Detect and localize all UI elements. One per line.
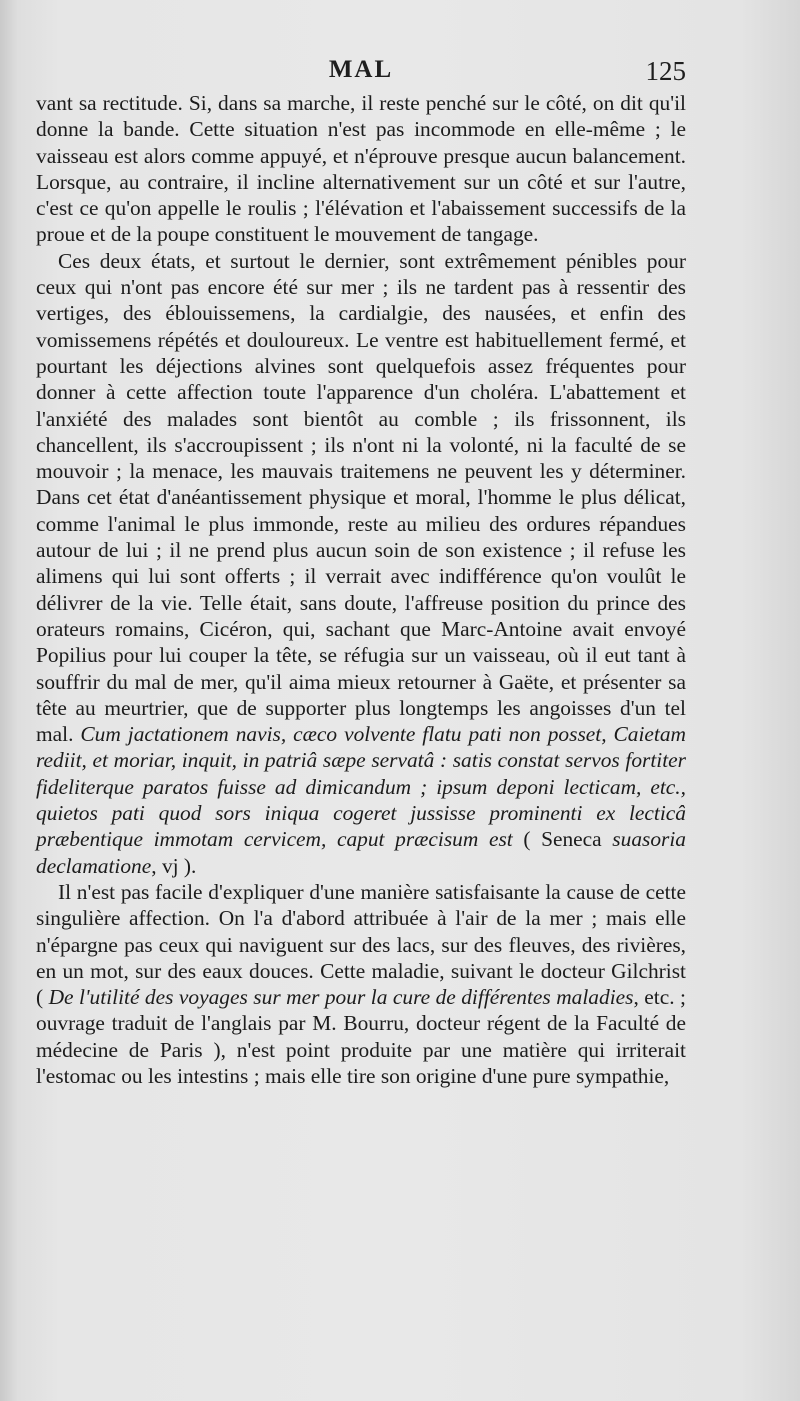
paragraph-text: , etc. ; ouvrage traduit de l'anglais par M. Bourru, docteur régent de la Faculté de médecine de Paris ), n'est point produite par une matière qui irriterait l'estomac ou les intestins ; mais elle tire son origine d'une pure sympathie,: [36, 985, 686, 1088]
paragraph-cause: [36, 879, 686, 1089]
book-title: De l'utilité des voyages sur mer pour la cure de différentes maladies: [48, 985, 634, 1010]
running-head: MAL: [328, 56, 394, 83]
paragraph-seasickness-symptoms: [36, 248, 686, 879]
citation-close: , vj ).: [151, 853, 197, 878]
citation-open: ( Seneca: [512, 827, 613, 852]
body-text: [36, 90, 686, 1089]
citation-title: suasoria declamatione: [36, 827, 686, 878]
paragraph-continuation: [36, 90, 686, 248]
page-number: 125: [645, 56, 686, 86]
paragraph-text: vant sa rectitude. Si, dans sa marche, il reste penché sur le côté, on dit qu'il donne la bande. Cette situation n'est pas incommode en elle-même ; le vaisseau est alors comme appuyé, et n'éprouve presque aucun balancement. Lorsque, au contraire, il incline alternativement sur un côté et sur l'autre, c'est ce qu'on appelle le roulis ; l'élévation et l'abaissement successifs de la proue et de la poupe constituent le mouvement de tangage.: [36, 91, 686, 247]
paragraph-text: Il n'est pas facile d'expliquer d'une manière satisfaisante la cause de cette singulière affection. On l'a d'abord attribuée à l'air de la mer ; mais elle n'épargne pas ceux qui naviguent sur des lacs, sur des fleuves, des rivières, en un mot, sur des eaux douces. Cette maladie, suivant le docteur Gilchrist (: [36, 879, 686, 1010]
page-header: [36, 56, 686, 92]
latin-quotation: Cum jactationem navis, cæco volvente flatu pati non posset, Caietam rediit, et moriar, inquit, in patriâ sæpe servatâ : satis constat servos fortiter fideliterque paratos fuisse ad dimicandum ; ipsum deponi lecticam, etc., quietos pati quod sors iniqua cogeret jussisse prominenti ex lecticâ præbentique immotam cervicem, caput præcisum est: [36, 722, 686, 852]
paragraph-text: Ces deux états, et surtout le dernier, sont extrêmement pénibles pour ceux qui n'ont pas encore été sur mer ; ils ne tardent pas à ressentir des vertiges, des éblouissemens, la cardialgie, des nausées, et enfin des vomissemens répétés et douloureux. Le ventre est habituellement fermé, et pourtant les déjections alvines sont quelquefois assez fréquentes pour donner à cette affection toute l'apparence d'un choléra. L'abattement et l'anxiété des malades sont bientôt au comble ; ils frissonnent, ils chancellent, ils s'accroupissent ; ils n'ont ni la volonté, ni la faculté de se mouvoir ; la menace, les mauvais traitemens ne peuvent les y déterminer. Dans cet état d'anéantissement physique et moral, l'homme le plus délicat, comme l'animal le plus immonde, reste au milieu des ordures répandues autour de lui ; il ne prend plus aucun soin de son existence ; il refuse les alimens qui lui sont offerts ; il verrait avec indifférence qu'on voulût le délivrer de la vie. Telle était, sans doute, l'affreuse position du prince des orateurs romains, Cicéron, qui, sachant que Marc-Antoine avait envoyé Popilius pour lui couper la tête, se réfugia sur un vaisseau, où il eut tant à souffrir du mal de mer, qu'il aima mieux retourner à Gaëte, et présenter sa tête au meurtrier, que de supporter plus longtemps les angoisses d'un tel mal.: [36, 248, 686, 747]
